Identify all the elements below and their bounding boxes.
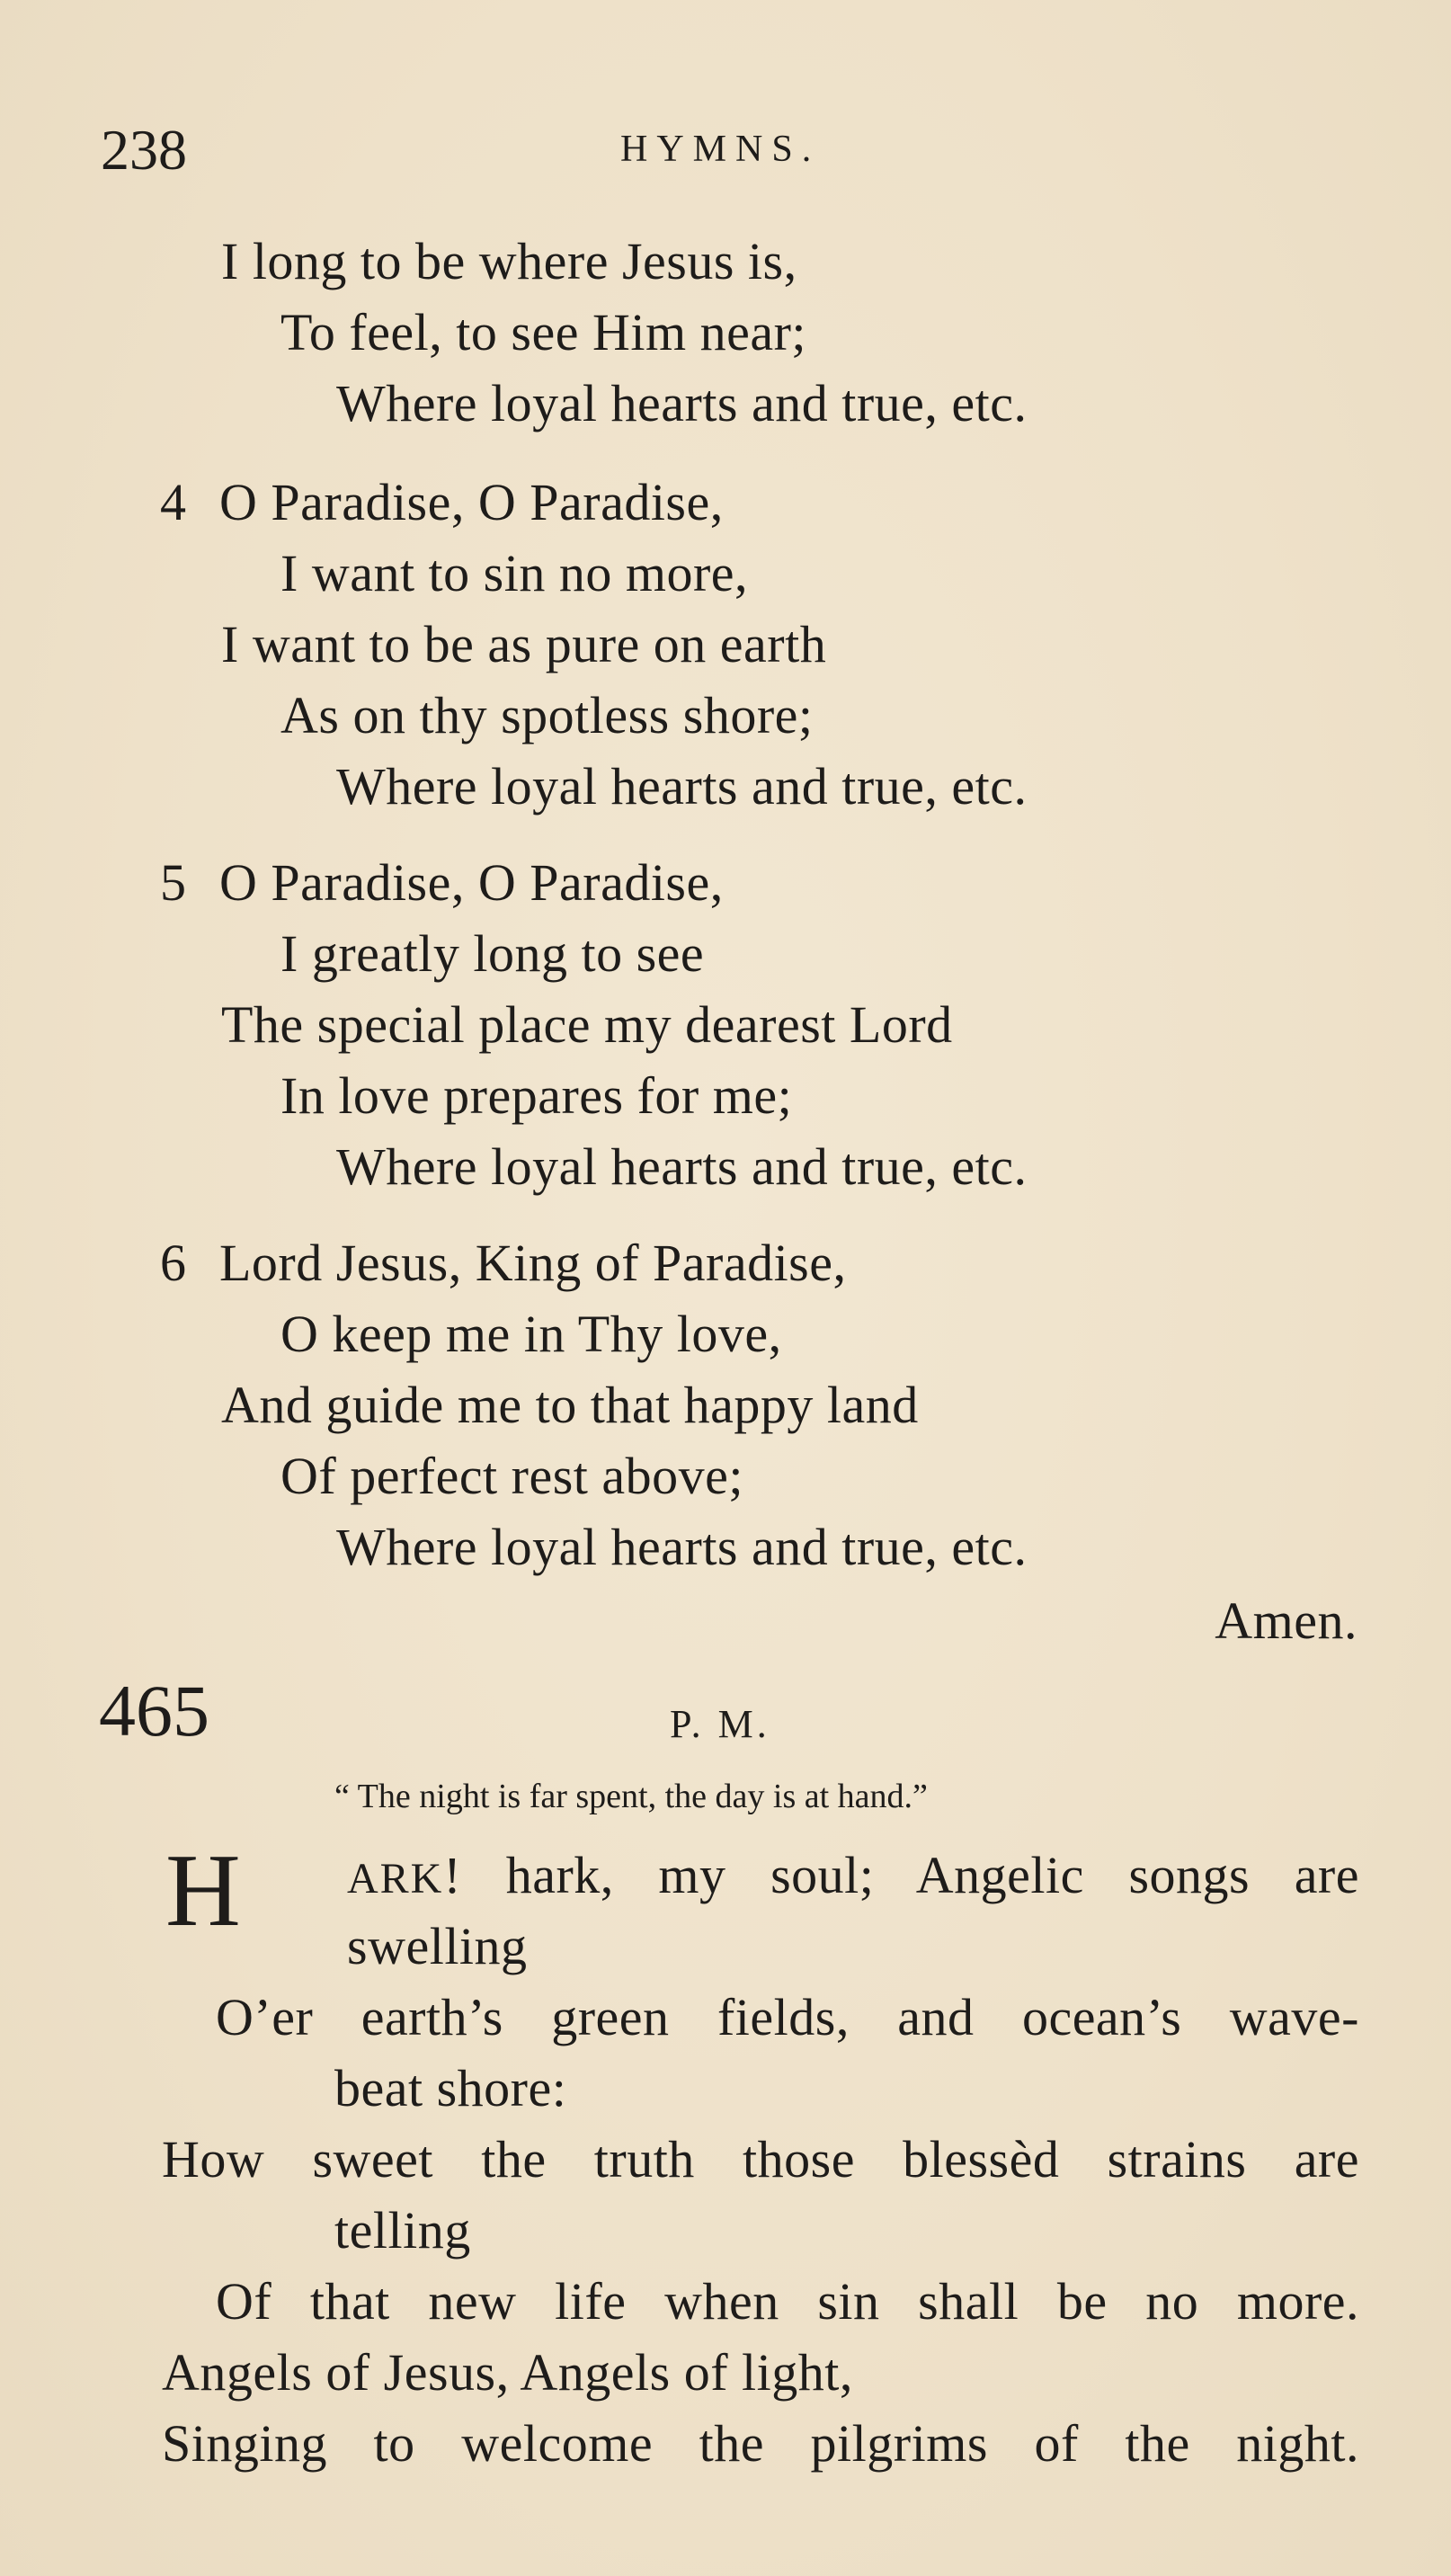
hymn-line: I greatly long to see	[280, 924, 705, 983]
hymn-line: How sweet the truth those blessèd strains are	[162, 2130, 1359, 2188]
hymn-line: Of that new life when sin shall be no more.	[216, 2272, 1359, 2331]
hymn-line: telling	[334, 2201, 471, 2260]
hymn-line: Where loyal hearts and true, etc.	[336, 374, 1028, 432]
hymn-line: I want to sin no more,	[280, 544, 749, 602]
hymn-line: Of perfect rest above;	[280, 1447, 744, 1505]
amen: Amen.	[1215, 1591, 1358, 1650]
hymn-line: swelling	[347, 1917, 528, 1975]
hymn-line: O Paradise, O Paradise,	[219, 853, 724, 912]
verse-number: 4	[160, 473, 187, 531]
hymn-meter: P. M.	[670, 1702, 770, 1746]
hymn-line: And guide me to that happy land	[221, 1376, 919, 1434]
hymn-line: The special place my dearest Lord	[221, 995, 953, 1054]
hymn-number: 465	[99, 1670, 209, 1752]
hymn-line: O keep me in Thy love,	[280, 1305, 782, 1363]
hymn-line: O Paradise, O Paradise,	[219, 473, 724, 531]
page-number: 238	[101, 118, 187, 182]
epigraph: “ The night is far spent, the day is at hand.”	[334, 1778, 928, 1815]
hymn-line: In love prepares for me;	[280, 1066, 793, 1125]
verse-number: 5	[160, 853, 187, 912]
first-line-rest: ! hark, my soul; Angelic songs are	[443, 1846, 1359, 1904]
first-word: ARK	[347, 1855, 444, 1903]
hymn-line-first	[347, 1846, 1359, 1904]
drop-cap: H	[165, 1833, 241, 1948]
hymn-line: O’er earth’s green fields, and ocean’s wave-	[216, 1988, 1359, 2046]
hymn-line: Singing to welcome the pilgrims of the night.	[162, 2414, 1359, 2473]
hymn-line: To feel, to see Him near;	[280, 303, 806, 361]
hymn-line: Where loyal hearts and true, etc.	[336, 1137, 1028, 1196]
hymn-line: Where loyal hearts and true, etc.	[336, 1518, 1028, 1576]
verse-number: 6	[160, 1234, 187, 1292]
hymn-line: Lord Jesus, King of Paradise,	[219, 1234, 847, 1292]
running-title: HYMNS.	[620, 129, 821, 170]
hymn-line: beat shore:	[334, 2059, 567, 2117]
hymn-line: I want to be as pure on earth	[221, 615, 827, 673]
hymn-line: I long to be where Jesus is,	[221, 232, 797, 290]
hymn-line: As on thy spotless shore;	[280, 686, 814, 744]
hymn-line: Angels of Jesus, Angels of light,	[162, 2343, 853, 2402]
hymn-line: Where loyal hearts and true, etc.	[336, 757, 1028, 816]
